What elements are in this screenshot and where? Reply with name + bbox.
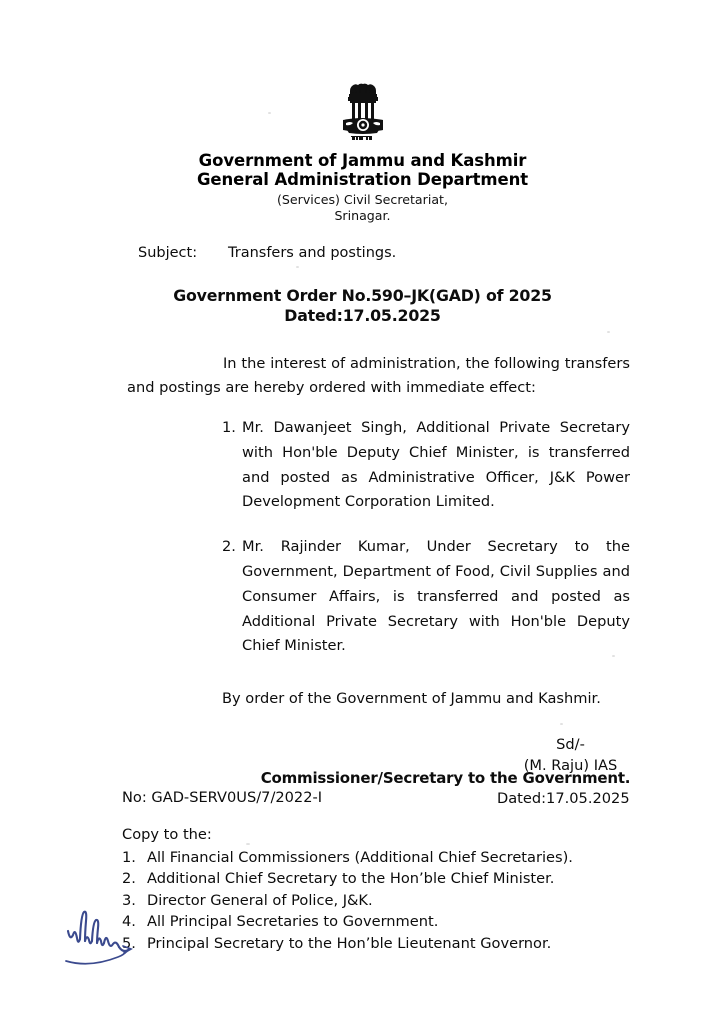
scan-speck xyxy=(560,723,563,725)
scan-speck xyxy=(607,331,610,333)
copy-to-item-text: Principal Secretary to the Hon’ble Lieutenant Governor. xyxy=(147,934,552,952)
order-item-text: Mr. Rajinder Kumar, Under Secretary to the Government, Department of Food, Civil Supplies and Consumer Affairs, is transferred and posted as Additional Private Secretary with Hon'ble Deputy Chief Minister. xyxy=(242,538,630,655)
scan-speck xyxy=(296,266,299,268)
signatory-designation: Commissioner/Secretary to the Government. xyxy=(260,769,631,787)
order-item-number: 2. xyxy=(222,538,236,556)
copy-to-item-number: 4. xyxy=(122,913,136,930)
copy-to-item xyxy=(122,911,642,933)
order-heading xyxy=(0,286,725,326)
copy-to-item xyxy=(122,890,642,912)
order-date: Dated:17.05.2025 xyxy=(284,306,441,325)
signatory-name: (M. Raju) IAS xyxy=(523,757,618,774)
organization-name: Government of Jammu and Kashmir xyxy=(198,151,527,170)
order-item-text: Mr. Dawanjeet Singh, Additional Private Secretary with Hon'ble Deputy Chief Minister, is transferred and posted as Administrative Officer, J&K Power Development Corporation Limited. xyxy=(242,419,630,511)
national-emblem-icon xyxy=(335,82,391,144)
order-item-number: 1. xyxy=(222,419,236,436)
copy-to-heading: Copy to the: xyxy=(122,826,212,843)
copy-to-item-number: 1. xyxy=(122,848,136,866)
order-item xyxy=(222,535,630,659)
order-item xyxy=(222,416,630,515)
subject-row xyxy=(138,243,638,263)
copy-to-item-number: 3. xyxy=(122,891,136,909)
subject-label: Subject: xyxy=(138,245,198,261)
copy-to-item-number: 2. xyxy=(122,870,136,887)
letterhead xyxy=(0,151,725,224)
footer-date: Dated:17.05.2025 xyxy=(497,790,630,807)
copy-to-item-text: All Financial Commissioners (Additional Chief Secretaries). xyxy=(147,848,573,866)
copy-to-item xyxy=(122,847,642,869)
office-address-line2: Srinagar. xyxy=(334,208,391,223)
office-address-line1: (Services) Civil Secretariat, xyxy=(277,192,448,207)
file-number: No: GAD-SERV0US/7/2022-I xyxy=(122,789,323,806)
copy-to-item xyxy=(122,933,642,955)
copy-to-block xyxy=(122,824,642,954)
copy-to-item-number: 5. xyxy=(122,934,136,952)
emblem-container xyxy=(0,82,725,144)
signature-sd: Sd/- xyxy=(556,736,585,753)
order-number: Government Order No.590–JK(GAD) of 2025 xyxy=(173,286,552,305)
copy-to-item-text: All Principal Secretaries to Government. xyxy=(147,913,439,930)
copy-to-item-text: Additional Chief Secretary to the Hon’ble Chief Minister. xyxy=(147,870,555,887)
department-name: General Administration Department xyxy=(196,170,529,189)
by-order-line: By order of the Government of Jammu and Kashmir. xyxy=(222,690,601,707)
order-items-list xyxy=(222,416,630,679)
copy-to-item-text: Director General of Police, J&K. xyxy=(147,891,373,909)
intro-paragraph: In the interest of administration, the following transfers and postings are hereby ordered with immediate effect: xyxy=(127,355,630,396)
subject-value: Transfers and postings. xyxy=(228,245,397,261)
copy-to-item xyxy=(122,868,642,890)
